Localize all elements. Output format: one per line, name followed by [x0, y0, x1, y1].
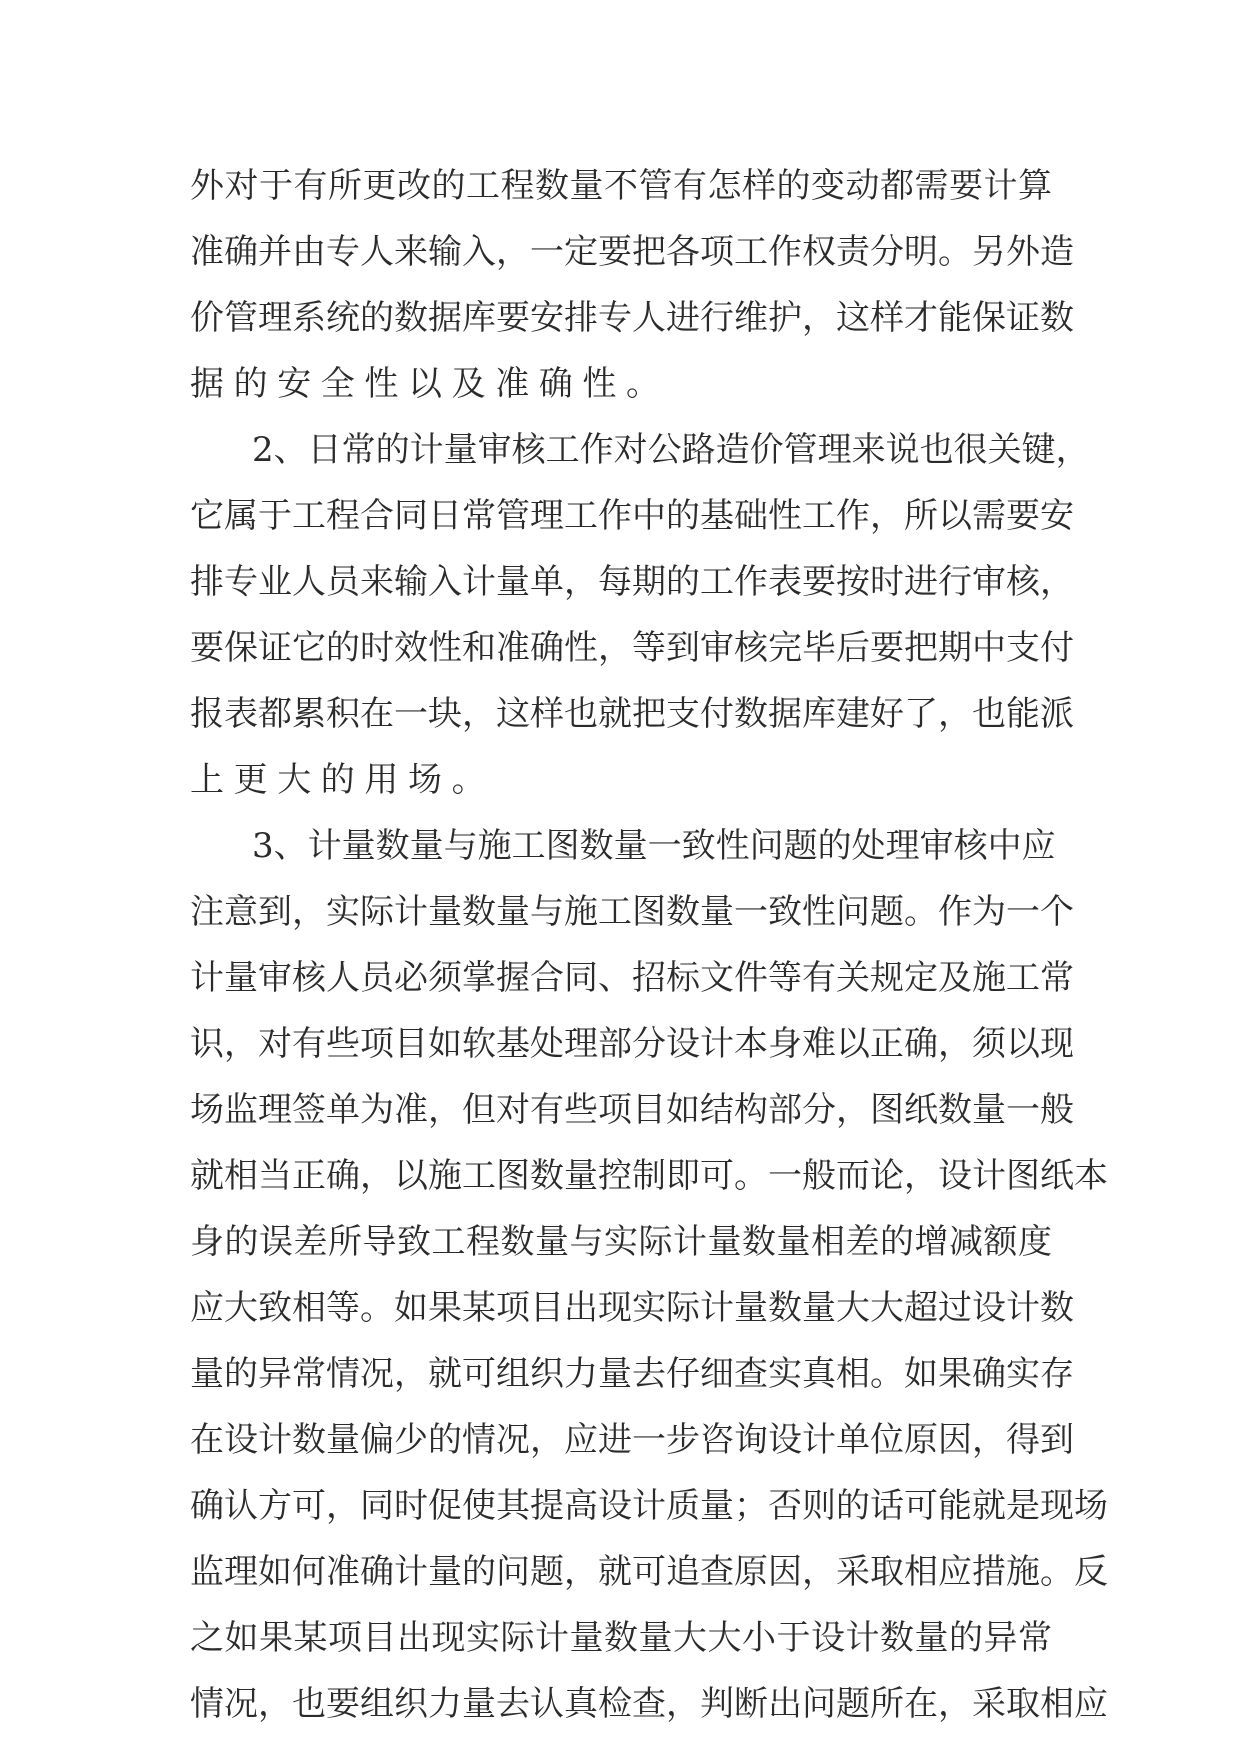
text-line: 上更大的用场。: [190, 760, 496, 800]
text-line: 监理如何准确计量的问题，就可追查原因，采取相应措施。反: [190, 1552, 1108, 1592]
text-line: 要保证它的时效性和准确性，等到审核完毕后要把期中支付: [190, 628, 1074, 668]
text-line: 应大致相等。如果某项目出现实际计量数量大大超过设计数: [190, 1288, 1074, 1328]
text-line: 它属于工程合同日常管理工作中的基础性工作，所以需要安: [190, 496, 1074, 536]
text-line: 计量审核人员必须掌握合同、招标文件等有关规定及施工常: [190, 958, 1074, 998]
text-line: 识，对有些项目如软基处理部分设计本身难以正确，须以现: [190, 1024, 1074, 1064]
text-line: 量的异常情况，就可组织力量去仔细查实真相。如果确实存: [190, 1354, 1074, 1394]
paragraph-2-first-line: 2、日常的计量审核工作对公路造价管理来说也很关键，: [252, 430, 1090, 470]
text-line: 之如果某项目出现实际计量数量大大小于设计数量的异常: [190, 1618, 1052, 1658]
text-line: 外对于有所更改的工程数量不管有怎样的变动都需要计算: [190, 166, 1052, 206]
text-line: 准确并由专人来输入，一定要把各项工作权责分明。另外造: [190, 232, 1074, 272]
text-line: 排专业人员来输入计量单，每期的工作表要按时进行审核，: [190, 562, 1074, 602]
text-line: 身的误差所导致工程数量与实际计量数量相差的增减额度: [190, 1222, 1052, 1262]
text-line: 确认方可，同时促使其提高设计质量；否则的话可能就是现场: [190, 1486, 1108, 1526]
paragraph-3-first-line: 3、计量数量与施工图数量一致性问题的处理审核中应: [252, 826, 1056, 866]
text-line: 注意到，实际计量数量与施工图数量一致性问题。作为一个: [190, 892, 1074, 932]
text-line: 在设计数量偏少的情况，应进一步咨询设计单位原因，得到: [190, 1420, 1074, 1460]
text-line: 报表都累积在一块，这样也就把支付数据库建好了，也能派: [190, 694, 1074, 734]
text-line: 情况，也要组织力量去认真检查，判断出问题所在，采取相应: [190, 1684, 1108, 1724]
text-line: 就相当正确，以施工图数量控制即可。一般而论，设计图纸本: [190, 1156, 1108, 1196]
text-line: 据的安全性以及准确性。: [190, 364, 670, 404]
text-line: 场监理签单为准，但对有些项目如结构部分，图纸数量一般: [190, 1090, 1074, 1130]
text-line: 价管理系统的数据库要安排专人进行维护，这样才能保证数: [190, 298, 1074, 338]
